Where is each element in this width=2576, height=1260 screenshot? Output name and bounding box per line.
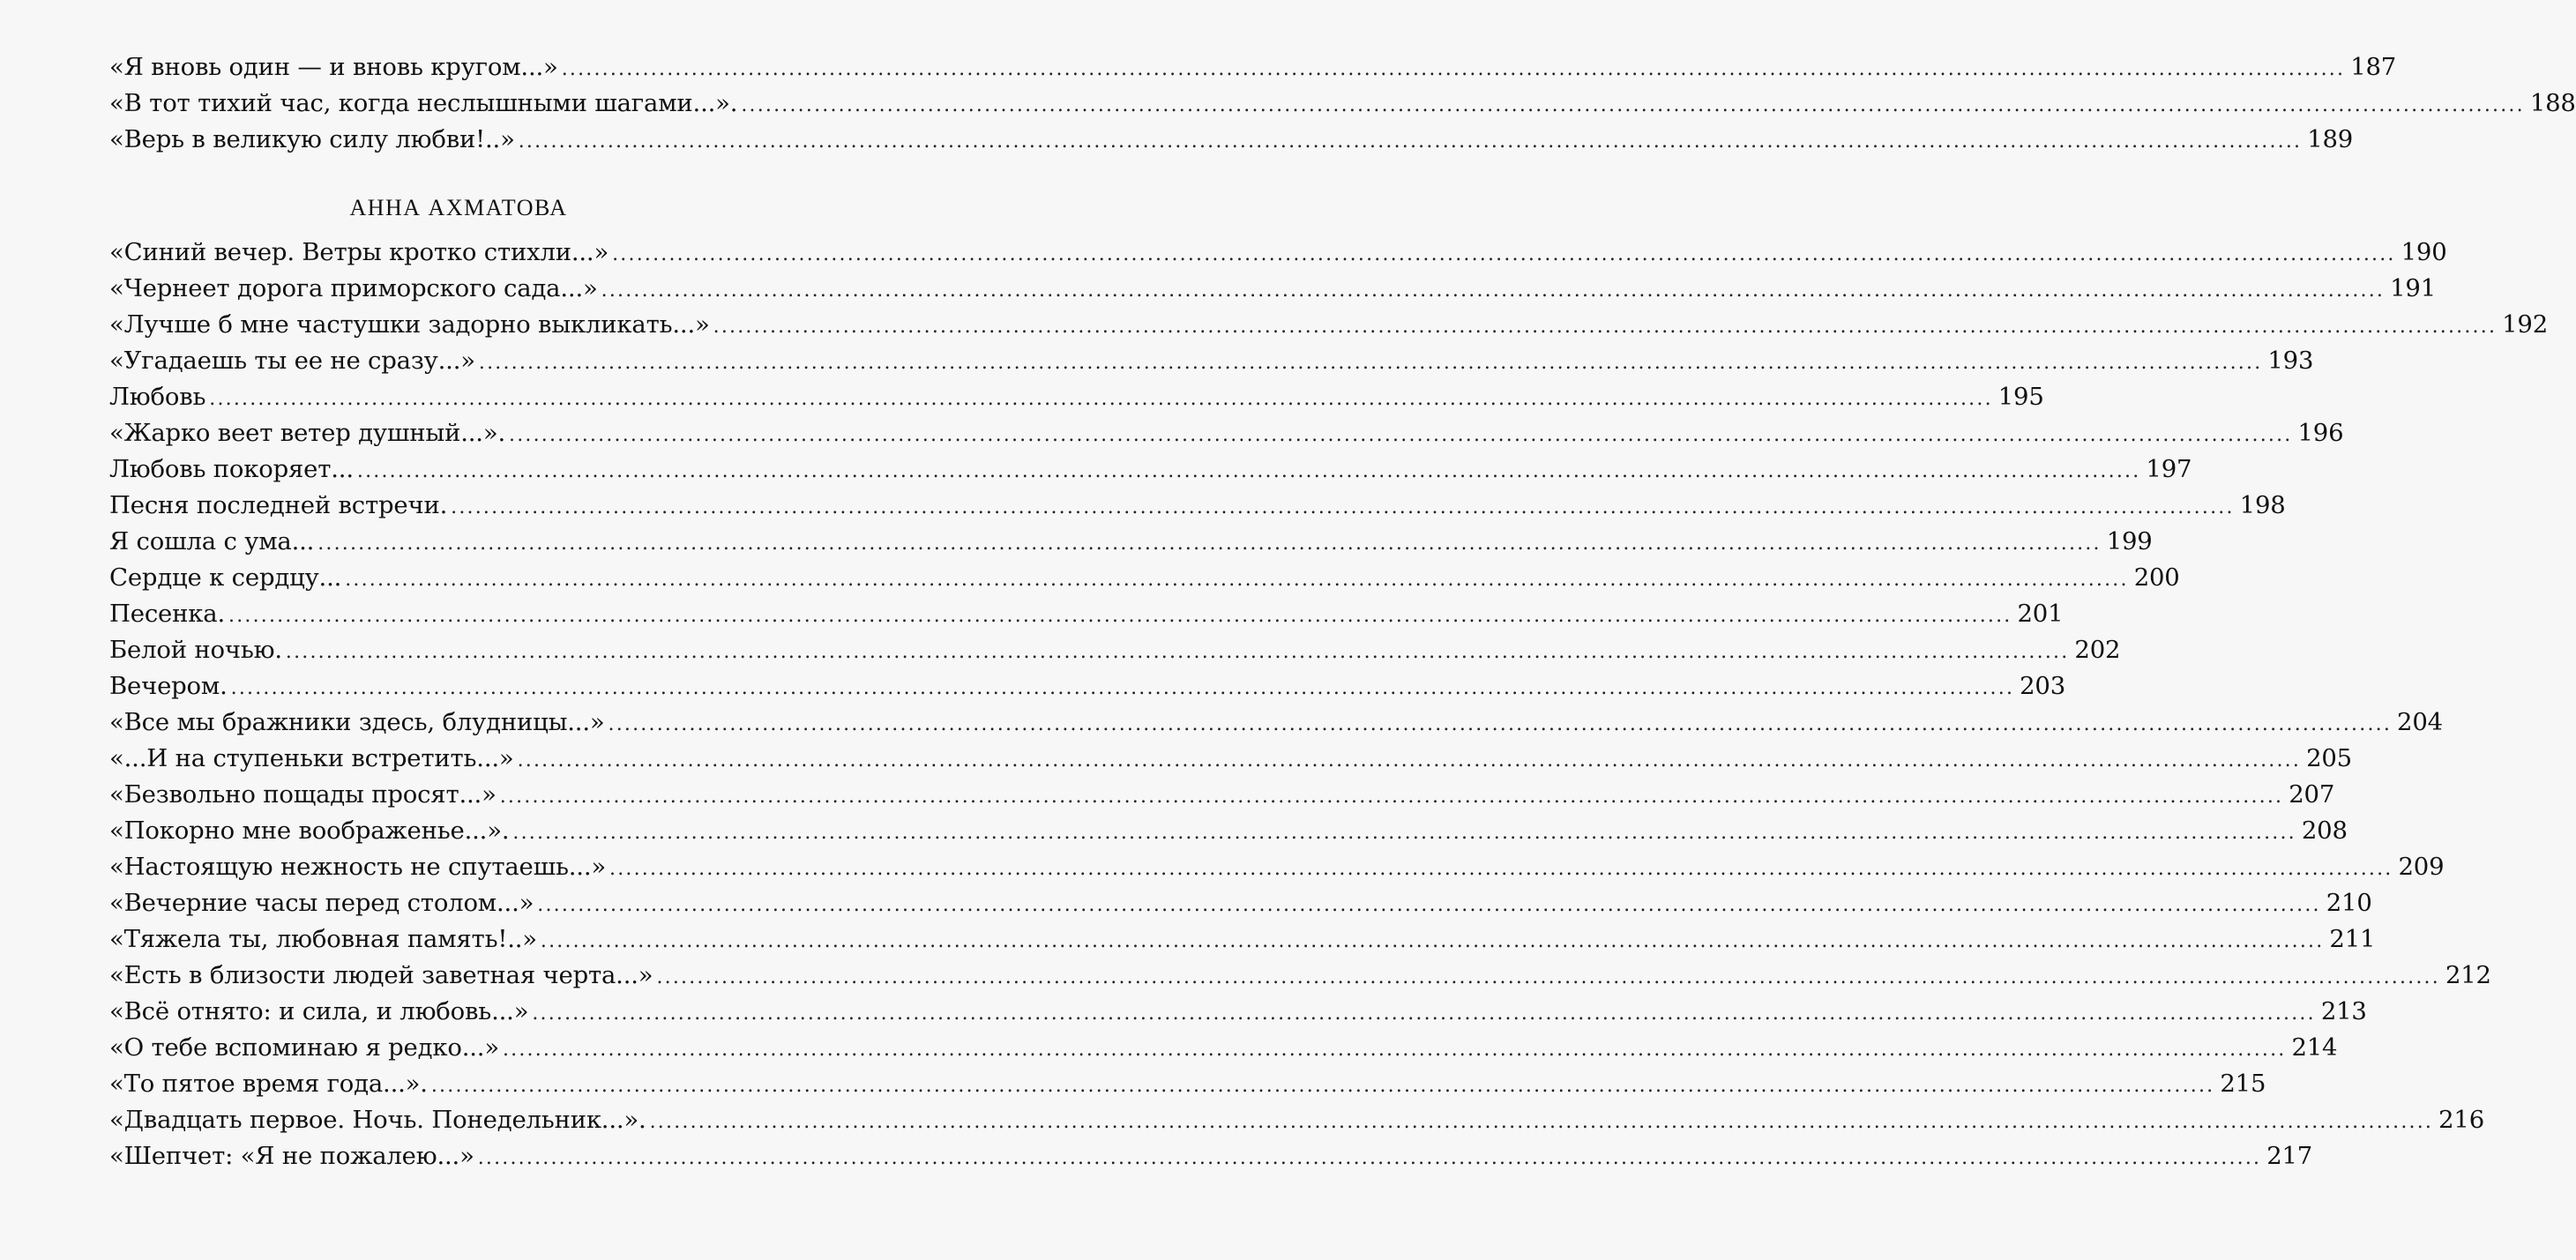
- toc-entry: [109, 379, 2044, 415]
- toc-entry-title: «Верь в великую силу любви!..»: [109, 125, 515, 153]
- toc-entry-title: Песенка.: [109, 600, 225, 628]
- toc-entry-title: Любовь: [109, 383, 206, 411]
- toc-entry: [109, 235, 2447, 271]
- toc-entry: [109, 86, 2576, 122]
- toc-entry-page: 202: [2074, 636, 2121, 664]
- toc-entry: [109, 849, 2445, 885]
- toc-entry: [109, 524, 2153, 560]
- toc-dot-leader: [231, 670, 2015, 706]
- toc-entry-title: «Настоящую нежность не спутаешь...»: [109, 853, 606, 881]
- toc-entry-page: 212: [2445, 961, 2491, 989]
- toc-entry-page: 213: [2320, 997, 2367, 1025]
- toc-entry: [109, 705, 2443, 741]
- toc-entry: [109, 994, 2367, 1030]
- toc-dot-leader: [601, 272, 2386, 309]
- toc-entry-title: «Шепчет: «Я не пожалею...»: [109, 1142, 474, 1170]
- toc-entry: [109, 343, 2314, 379]
- toc-entry: [109, 49, 2397, 86]
- toc-dot-leader: [713, 309, 2498, 345]
- toc-entry-page: 210: [2326, 889, 2372, 917]
- toc-entry-page: 208: [2301, 816, 2348, 845]
- toc-entry-title: «То пятое время года...».: [109, 1070, 428, 1098]
- toc-dot-leader: [650, 1104, 2434, 1140]
- toc-dot-leader: [451, 489, 2235, 526]
- toc-entry: [109, 122, 2354, 158]
- toc-entry-page: 199: [2106, 527, 2153, 555]
- toc-dot-leader: [478, 1140, 2262, 1176]
- toc-dot-leader: [741, 87, 2525, 123]
- toc-entry-title: «Чернеет дорога приморского сада...»: [109, 274, 598, 302]
- toc-entry-title: Белой ночью.: [109, 636, 282, 664]
- toc-entry: [109, 1102, 2484, 1138]
- toc-entry: [109, 271, 2437, 307]
- toc-entry-page: 198: [2239, 491, 2286, 519]
- toc-entry-page: 209: [2398, 853, 2445, 881]
- toc-dot-leader: [479, 345, 2263, 381]
- toc-entry-title: «Вечерние часы перед столом...»: [109, 889, 534, 917]
- toc-entry: [109, 885, 2372, 921]
- toc-entry: [109, 307, 2549, 343]
- toc-entry-title: «Всё отнято: и сила, и любовь...»: [109, 997, 529, 1025]
- toc-entry: [109, 921, 2376, 958]
- toc-entry-page: 195: [1997, 383, 2044, 411]
- toc-entry-page: 203: [2020, 672, 2066, 700]
- toc-dot-leader: [518, 742, 2302, 779]
- toc-entry-title: Любовь покоряет...: [109, 455, 354, 483]
- toc-entry-page: 190: [2401, 238, 2447, 266]
- toc-list-previous: [109, 49, 2576, 158]
- toc-entry-title: Вечером.: [109, 672, 228, 700]
- toc-entry-page: 211: [2329, 925, 2376, 953]
- toc-entry-page: 187: [2350, 53, 2397, 81]
- toc-dot-leader: [500, 779, 2284, 815]
- toc-dot-leader: [519, 123, 2303, 160]
- toc-entry-page: 201: [2017, 600, 2064, 628]
- toc-entry-page: 191: [2390, 274, 2437, 302]
- toc-dot-leader: [562, 51, 2346, 87]
- toc-entry-title: «Двадцать первое. Ночь. Понедельник...».: [109, 1106, 646, 1134]
- toc-entry-title: Сердце к сердцу...: [109, 563, 342, 592]
- toc-entry-title: «Синий вечер. Ветры кротко стихли...»: [109, 238, 609, 266]
- toc-entry: [109, 488, 2286, 524]
- toc-entry-title: «Все мы бражники здесь, блудницы...»: [109, 708, 605, 736]
- toc-entry-title: Я сошла с ума...: [109, 527, 315, 555]
- toc-entry-title: «Безвольно пощады просят...»: [109, 780, 497, 809]
- toc-entry-page: 205: [2306, 744, 2352, 772]
- toc-entry-title: «Угадаешь ты ее не сразу...»: [109, 347, 475, 375]
- toc-dot-leader: [431, 1068, 2215, 1104]
- toc-dot-leader: [209, 381, 1993, 417]
- toc-entry: [109, 741, 2352, 777]
- toc-dot-leader: [228, 598, 2012, 634]
- toc-dot-leader: [317, 526, 2102, 562]
- toc-entry: [109, 1030, 2338, 1066]
- toc-list: [109, 235, 2549, 1174]
- toc-dot-leader: [609, 706, 2393, 742]
- toc-entry: [109, 958, 2491, 994]
- toc-entry-page: 215: [2220, 1070, 2266, 1098]
- toc-entry-page: 207: [2289, 780, 2335, 809]
- toc-dot-leader: [509, 417, 2293, 453]
- toc-entry-page: 214: [2291, 1033, 2338, 1062]
- toc-entry-title: «Я вновь один — и вновь кругом...»: [109, 53, 558, 81]
- toc-entry-page: 192: [2502, 310, 2549, 339]
- toc-dot-leader: [503, 1032, 2287, 1068]
- toc-entry-title: «...И на ступеньки встретить...»: [109, 744, 514, 772]
- toc-dot-leader: [656, 959, 2440, 995]
- toc-entry: [109, 777, 2335, 813]
- toc-entry-page: 216: [2438, 1106, 2484, 1134]
- toc-entry-title: «О тебе вспоминаю я редко...»: [109, 1033, 499, 1062]
- toc-dot-leader: [609, 851, 2393, 887]
- toc-entry-title: «Тяжела ты, любовная память!..»: [109, 925, 537, 953]
- toc-entry: [109, 1066, 2266, 1102]
- toc-entry: [109, 813, 2348, 849]
- toc-entry: [109, 560, 2180, 596]
- toc-entry: [109, 668, 2066, 705]
- toc-entry: [109, 596, 2064, 632]
- toc-entry-title: «Есть в близости людей заветная черта...»: [109, 961, 653, 989]
- toc-page: [109, 49, 2576, 1174]
- toc-entry: [109, 415, 2344, 451]
- toc-dot-leader: [345, 562, 2129, 598]
- toc-entry-page: 193: [2267, 347, 2314, 375]
- toc-entry-page: 188: [2529, 89, 2576, 117]
- toc-dot-leader: [532, 995, 2316, 1032]
- toc-entry: [109, 632, 2121, 668]
- toc-entry-page: 189: [2307, 125, 2354, 153]
- toc-entry-title: «Покорно мне воображенье...».: [109, 816, 510, 845]
- toc-entry-page: 200: [2133, 563, 2180, 592]
- toc-entry-page: 197: [2146, 455, 2192, 483]
- toc-entry-title: Песня последней встречи.: [109, 491, 448, 519]
- toc-dot-leader: [357, 453, 2141, 489]
- toc-entry-page: 204: [2397, 708, 2443, 736]
- toc-dot-leader: [612, 236, 2396, 272]
- toc-entry-title: «Лучше б мне частушки задорно выкликать...»: [109, 310, 710, 339]
- toc-dot-leader: [541, 923, 2325, 959]
- toc-entry-page: 196: [2297, 419, 2344, 447]
- toc-dot-leader: [512, 815, 2296, 851]
- toc-dot-leader: [286, 634, 2070, 670]
- toc-entry-page: 217: [2266, 1142, 2313, 1170]
- toc-entry: [109, 451, 2192, 488]
- toc-entry-title: «В тот тихий час, когда неслышными шагами...».: [109, 89, 738, 117]
- section-heading: АННА АХМАТОВА: [349, 195, 568, 220]
- toc-entry-title: «Жарко веет ветер душный...».: [109, 419, 505, 447]
- toc-entry: [109, 1138, 2313, 1174]
- toc-dot-leader: [537, 887, 2321, 923]
